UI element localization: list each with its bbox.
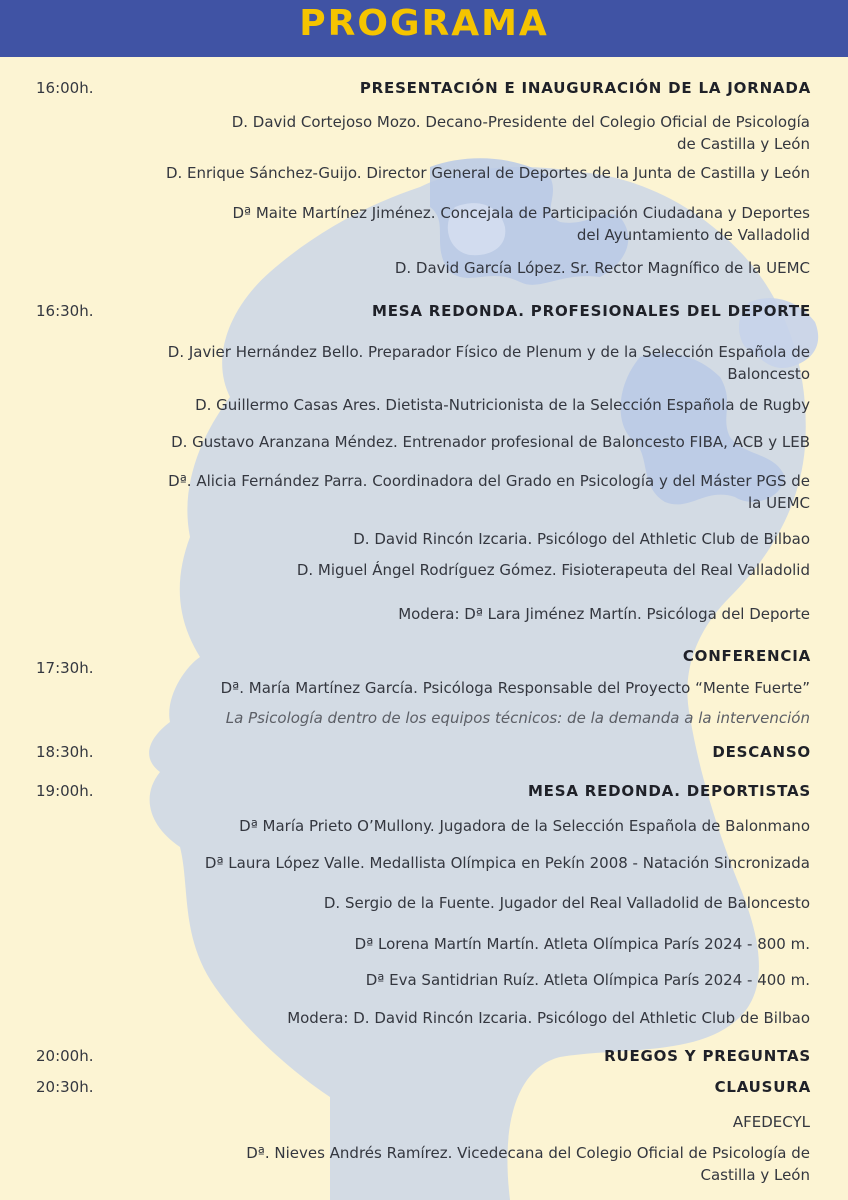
section-title: RUEGOS Y PREGUNTAS xyxy=(604,1047,811,1065)
participant-line: D. Guillermo Casas Ares. Dietista-Nutricionista de la Selección Española de Rugby xyxy=(195,396,810,414)
time-label: 16:00h. xyxy=(36,79,94,97)
time-label: 20:00h. xyxy=(36,1047,94,1065)
section-title: MESA REDONDA. PROFESIONALES DEL DEPORTE xyxy=(371,302,811,320)
time-label: 17:30h. xyxy=(36,659,94,677)
participant-line: Dª Lorena Martín Martín. Atleta Olímpica París 2024 - 800 m. xyxy=(354,935,810,953)
participant-line: Dª. María Martínez García. Psicóloga Responsable del Proyecto “Mente Fuerte” xyxy=(220,679,810,697)
participant-line: del Ayuntamiento de Valladolid xyxy=(576,226,810,244)
section-title: CLAUSURA xyxy=(714,1078,811,1096)
participant-line: la UEMC xyxy=(748,494,810,512)
participant-line: D. Sergio de la Fuente. Jugador del Real Valladolid de Baloncesto xyxy=(323,894,810,912)
participant-line: Castilla y León xyxy=(700,1166,810,1184)
section-title: CONFERENCIA xyxy=(682,647,811,665)
participant-line: Baloncesto xyxy=(727,365,810,383)
participant-line: D. Javier Hernández Bello. Preparador Físico de Plenum y de la Selección Española de xyxy=(167,343,810,361)
moderator-line: Modera: Dª Lara Jiménez Martín. Psicóloga del Deporte xyxy=(398,605,810,623)
participant-line: Dª Eva Santidrian Ruíz. Atleta Olímpica París 2024 - 400 m. xyxy=(365,971,810,989)
participant-line: de Castilla y León xyxy=(677,135,810,153)
time-label: 18:30h. xyxy=(36,743,94,761)
participant-line: D. Gustavo Aranzana Méndez. Entrenador profesional de Baloncesto FIBA, ACB y LEB xyxy=(171,433,810,451)
participant-line: Dª. Nieves Andrés Ramírez. Vicedecana del Colegio Oficial de Psicología de xyxy=(246,1144,810,1162)
time-label: 20:30h. xyxy=(36,1078,94,1096)
participant-line: D. David García López. Sr. Rector Magnífico de la UEMC xyxy=(394,259,810,277)
participant-line: D. Miguel Ángel Rodríguez Gómez. Fisioterapeuta del Real Valladolid xyxy=(296,561,810,579)
page-title: PROGRAMA xyxy=(299,3,549,44)
conference-topic: La Psicología dentro de los equipos técnicos: de la demanda a la intervención xyxy=(225,709,810,727)
participant-line: D. David Rincón Izcaria. Psicólogo del Athletic Club de Bilbao xyxy=(353,530,810,548)
participant-line: Dª Maite Martínez Jiménez. Concejala de Participación Ciudadana y Deportes xyxy=(232,204,810,222)
participant-line: D. Enrique Sánchez-Guijo. Director General de Deportes de la Junta de Castilla y León xyxy=(165,164,810,182)
section-title: DESCANSO xyxy=(712,743,811,761)
participant-line: Dª. Alicia Fernández Parra. Coordinadora del Grado en Psicología y del Máster PGS de xyxy=(168,472,810,490)
header-banner xyxy=(0,0,848,57)
time-label: 16:30h. xyxy=(36,302,94,320)
section-title: MESA REDONDA. DEPORTISTAS xyxy=(527,782,811,800)
participant-line: AFEDECYL xyxy=(732,1113,810,1131)
participant-line: D. David Cortejoso Mozo. Decano-Presidente del Colegio Oficial de Psicología xyxy=(231,113,810,131)
time-label: 19:00h. xyxy=(36,782,94,800)
participant-line: Dª María Prieto O’Mullony. Jugadora de la Selección Española de Balonmano xyxy=(239,817,810,835)
section-title: PRESENTACIÓN E INAUGURACIÓN DE LA JORNADA xyxy=(359,79,811,97)
participant-line: Dª Laura López Valle. Medallista Olímpica en Pekín 2008 - Natación Sincronizada xyxy=(204,854,810,872)
moderator-line: Modera: D. David Rincón Izcaria. Psicólogo del Athletic Club de Bilbao xyxy=(287,1009,810,1027)
